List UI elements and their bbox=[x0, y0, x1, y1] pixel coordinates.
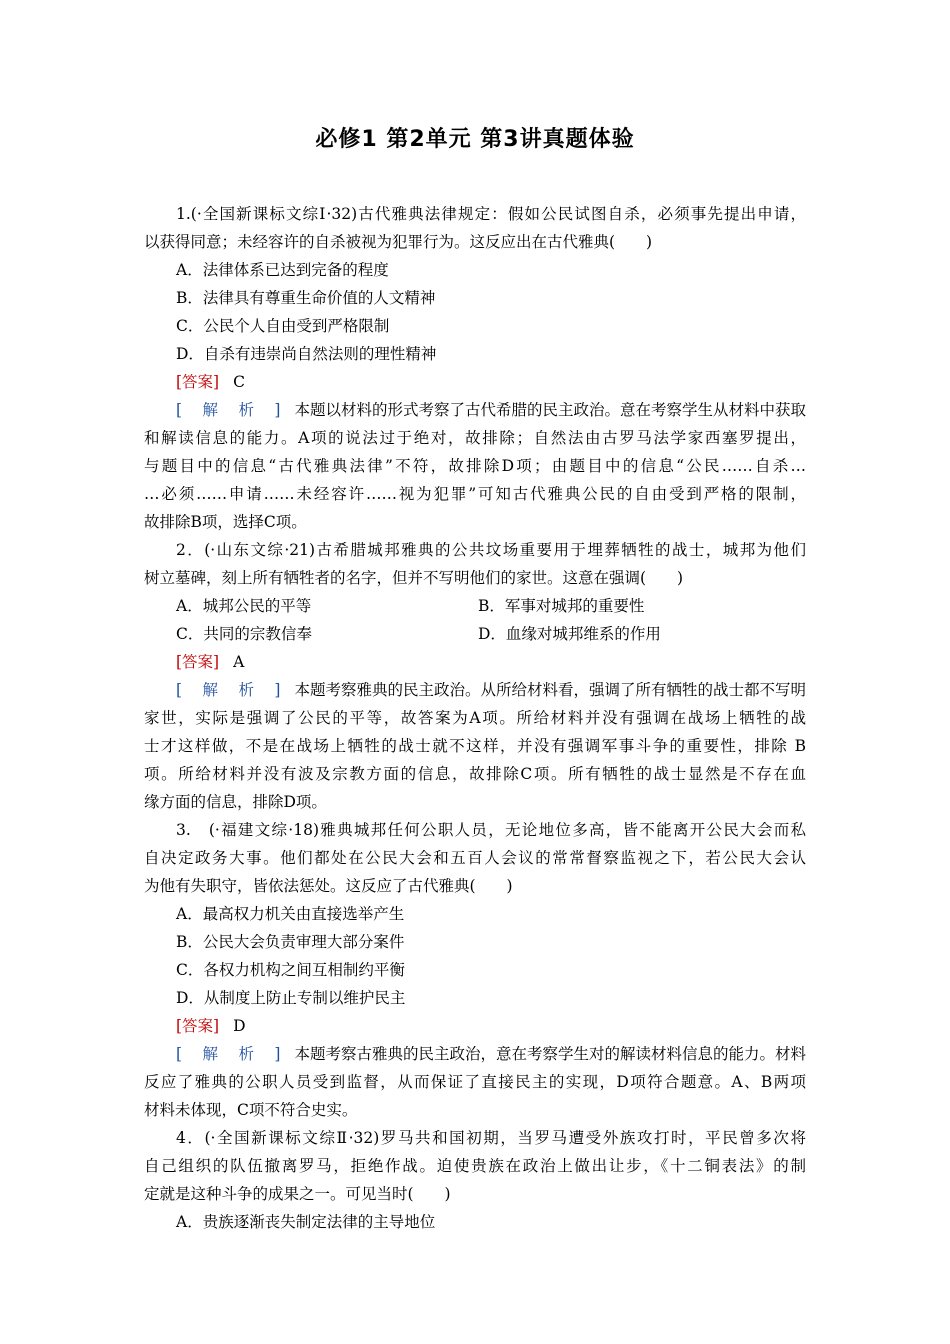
answer-value: C bbox=[233, 373, 245, 391]
answer-value: D bbox=[233, 1017, 246, 1035]
option-b: B．法律具有尊重生命价值的人文精神 bbox=[176, 289, 436, 307]
analysis-line: 家世，实际是强调了公民的平等，故答案为A项。所给材料并没有强调在战场上牺牲的战 bbox=[144, 709, 806, 727]
analysis-line: 故排除B项，选择C项。 bbox=[144, 513, 307, 531]
analysis-line: 和解读信息的能力。A项的说法过于绝对，故排除；自然法由古罗马法学家西塞罗提出， bbox=[144, 429, 806, 447]
answer-tag: [答案] bbox=[176, 1017, 220, 1035]
question-stem-line: 定就是这种斗争的成果之一。可见当时( ) bbox=[144, 1185, 451, 1203]
option-c: C．各权力机构之间互相制约平衡 bbox=[176, 961, 405, 979]
option-a: A．城邦公民的平等 bbox=[176, 597, 312, 615]
answer-line bbox=[144, 1012, 806, 1040]
document-body bbox=[144, 200, 806, 1236]
analysis-line: 反应了雅典的公职人员受到监督，从而保证了直接民主的实现，D项符合题意。A、B两项 bbox=[144, 1073, 806, 1091]
analysis-line: …必须……申请……未经容许……视为犯罪”可知古代雅典公民的自由受到严格的限制， bbox=[144, 485, 806, 503]
question-1 bbox=[144, 200, 806, 536]
question-stem-line: 树立墓碑，刻上所有牺牲者的名字，但并不写明他们的家世。这意在强调( ) bbox=[144, 569, 684, 587]
analysis-tag: [解析] bbox=[176, 681, 281, 699]
option-row bbox=[144, 620, 806, 648]
option-d: D．血缘对城邦维系的作用 bbox=[478, 625, 661, 643]
question-stem-line: 2．(·山东文综·21)古希腊城邦雅典的公共坟场重要用于埋葬牺牲的战士，城邦为他们 bbox=[176, 541, 806, 559]
question-stem-line: 以获得同意；未经容许的自杀被视为犯罪行为。这反应出在古代雅典( ) bbox=[144, 233, 653, 251]
option-c: C．公民个人自由受到严格限制 bbox=[176, 317, 390, 335]
question-4 bbox=[144, 1124, 806, 1236]
analysis-tag: [解析] bbox=[176, 401, 281, 419]
option-b: B．公民大会负责审理大部分案件 bbox=[176, 933, 405, 951]
option-d: D．从制度上防止专制以维护民主 bbox=[176, 989, 406, 1007]
answer-tag: [答案] bbox=[176, 653, 220, 671]
question-3 bbox=[144, 816, 806, 1124]
option-c: C．共同的宗教信奉 bbox=[176, 625, 312, 643]
question-2 bbox=[144, 536, 806, 816]
option-a: A．最高权力机关由直接选举产生 bbox=[176, 905, 405, 923]
option-a: A．贵族逐渐丧失制定法律的主导地位 bbox=[176, 1213, 436, 1231]
option-d: D．自杀有违崇尚自然法则的理性精神 bbox=[176, 345, 437, 363]
question-stem-line: 4．(·全国新课标文综Ⅱ·32)罗马共和国初期，当罗马遭受外族攻打时，平民曾多次将 bbox=[176, 1129, 806, 1147]
question-stem-line: 3. (·福建文综·18)雅典城邦任何公职人员，无论地位多高，皆不能离开公民大会而私 bbox=[176, 821, 806, 839]
analysis-line: 项。所给材料并没有波及宗教方面的信息，故排除C项。所有牺牲的战士显然是不存在血 bbox=[144, 765, 806, 783]
answer-tag: [答案] bbox=[176, 373, 220, 391]
analysis-text: 本题考察古雅典的民主政治，意在考察学生对的解读材料信息的能力。材料 bbox=[294, 1045, 806, 1063]
answer-line bbox=[144, 368, 806, 396]
analysis-line bbox=[144, 1040, 806, 1068]
analysis-text: 本题以材料的形式考察了古代希腊的民主政治。意在考察学生从材料中获取 bbox=[294, 401, 806, 419]
answer-value: A bbox=[233, 653, 245, 671]
question-stem-line: 为他有失职守，皆依法惩处。这反应了古代雅典( ) bbox=[144, 877, 513, 895]
analysis-line: 材料未体现，C项不符合史实。 bbox=[144, 1101, 358, 1119]
option-row bbox=[144, 592, 806, 620]
answer-line bbox=[144, 648, 806, 676]
analysis-line: 士才这样做，不是在战场上牺牲的战士就不这样，并没有强调军事斗争的重要性，排除 B bbox=[144, 737, 806, 755]
question-stem-line: 自决定政务大事。他们都处在公民大会和五百人会议的常常督察监视之下，若公民大会认 bbox=[144, 849, 806, 867]
analysis-line bbox=[144, 676, 806, 704]
analysis-line: 与题目中的信息“古代雅典法律”不符，故排除D项；由题目中的信息“公民……自杀… bbox=[144, 457, 806, 475]
question-stem-line: 自己组织的队伍撤离罗马，拒绝作战。迫使贵族在政治上做出让步，《十二铜表法》的制 bbox=[144, 1157, 806, 1175]
analysis-tag: [解析] bbox=[176, 1045, 281, 1063]
page-title: 必修1 第2单元 第3讲真题体验 bbox=[315, 127, 635, 152]
option-a: A．法律体系已达到完备的程度 bbox=[176, 261, 389, 279]
option-b: B．军事对城邦的重要性 bbox=[478, 597, 645, 615]
analysis-line: 缘方面的信息，排除D项。 bbox=[144, 793, 327, 811]
question-stem-line: 1.(·全国新课标文综Ⅰ·32)古代雅典法律规定：假如公民试图自杀，必须事先提出申请， bbox=[176, 205, 806, 223]
analysis-line bbox=[144, 396, 806, 424]
analysis-text: 本题考察雅典的民主政治。从所给材料看，强调了所有牺牲的战士都不写明 bbox=[294, 681, 806, 699]
